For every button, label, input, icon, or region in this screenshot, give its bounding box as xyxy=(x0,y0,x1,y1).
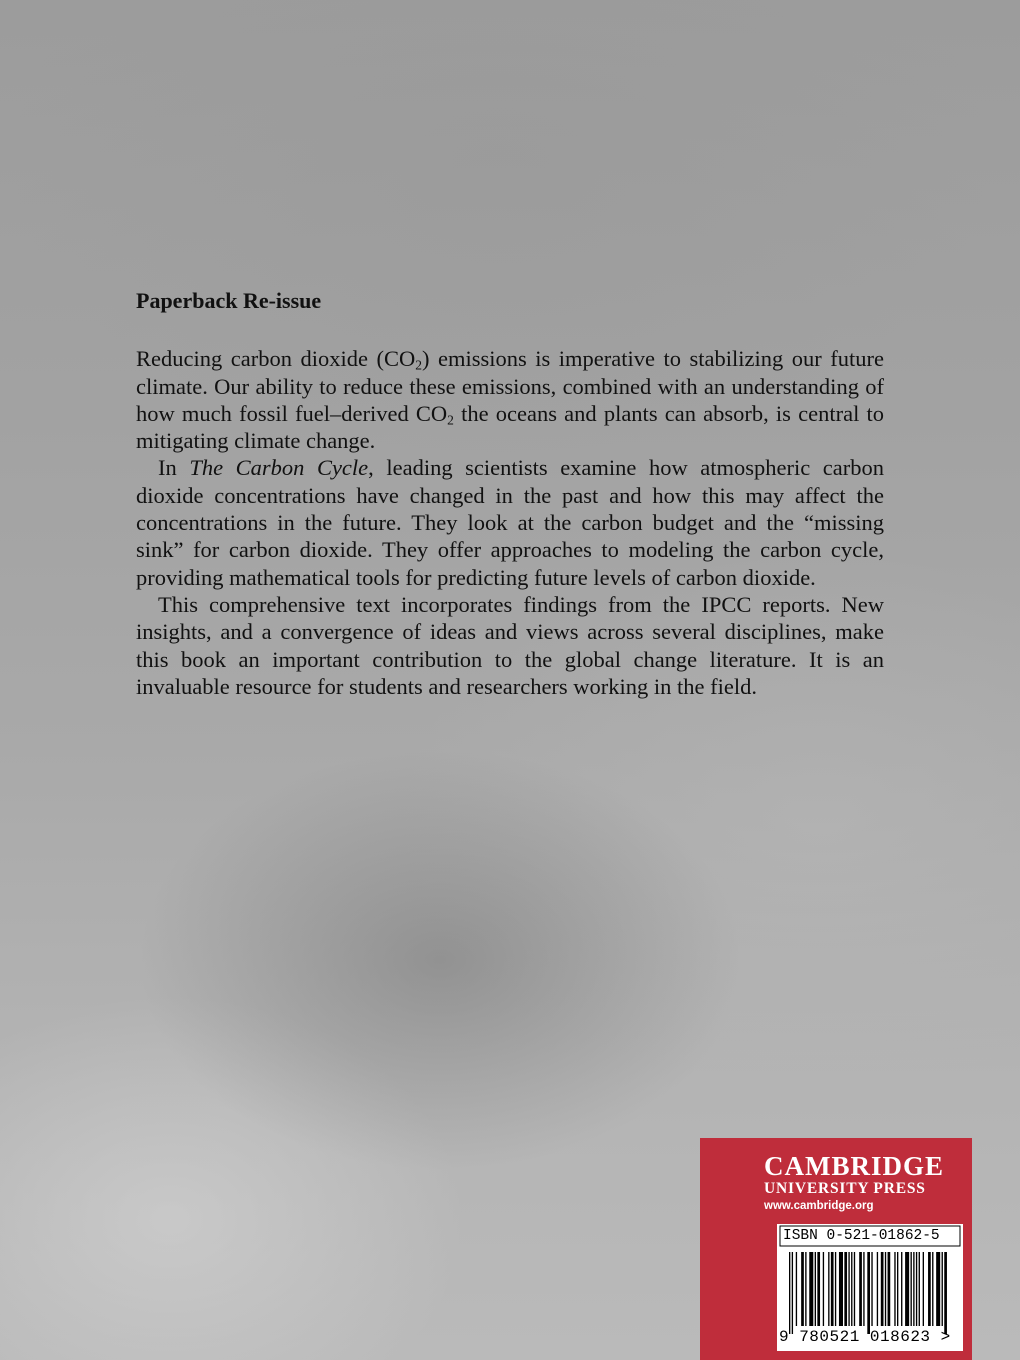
p1-text-b: ) emissions is imperative to stabilizing our future climate. Our ability to reduce these emissions, combined with an understanding of how much fossil fuel–derived CO xyxy=(136,346,885,426)
barcode-bar xyxy=(848,1252,849,1326)
barcode-bar xyxy=(888,1252,891,1326)
barcode-bar xyxy=(854,1252,855,1326)
barcode-bar xyxy=(851,1252,852,1326)
publisher-url: www.cambridge.org xyxy=(764,1200,874,1212)
p1-text-c: the oceans and plants can absorb, is central to mitigating climate change. xyxy=(136,400,885,454)
barcode-bar xyxy=(901,1252,902,1326)
blurb-paragraph-1 xyxy=(136,345,884,454)
barcode-bar xyxy=(905,1252,909,1326)
barcode-bar xyxy=(809,1252,813,1326)
barcode-bar xyxy=(835,1252,836,1326)
barcode-digits: 9 780521 018623 > xyxy=(779,1328,951,1346)
book-title-italic: The Carbon Cycle xyxy=(189,455,369,481)
barcode-bar xyxy=(928,1252,931,1326)
barcode-bar xyxy=(923,1252,924,1326)
barcode-bar xyxy=(897,1252,898,1326)
barcode-bar xyxy=(916,1252,917,1326)
barcode-bar xyxy=(867,1252,870,1334)
isbn-label: ISBN 0-521-01862-5 xyxy=(783,1228,940,1244)
blurb-paragraph-2 xyxy=(136,454,884,590)
barcode-bar xyxy=(815,1252,816,1326)
barcode-bar xyxy=(913,1252,914,1326)
barcode-bar xyxy=(805,1252,806,1326)
barcode-bar xyxy=(792,1252,793,1334)
barcode-bar xyxy=(844,1252,847,1326)
barcode-bar xyxy=(885,1252,886,1326)
publisher-block xyxy=(700,1138,972,1360)
barcode-bar xyxy=(894,1252,895,1326)
blurb-paragraph-3: This comprehensive text incorporates findings from the IPCC reports. New insights, and a convergence of ideas and views across several disciplines, make this book an important contribution to the global change literature. It is an invaluable resource for students and researchers working in the field. xyxy=(136,591,884,699)
barcode-bar xyxy=(839,1252,843,1326)
barcode-bar xyxy=(831,1252,834,1326)
blurb-heading: Paperback Re-issue xyxy=(136,288,322,313)
p1-text-a: Reducing carbon dioxide (CO xyxy=(136,346,416,372)
p1-subscript-1: 2 xyxy=(415,357,422,373)
barcode-bar xyxy=(944,1252,947,1334)
barcode-bar xyxy=(789,1252,790,1334)
barcode-bar xyxy=(911,1252,912,1326)
barcode-bar xyxy=(881,1252,884,1326)
barcode-bar xyxy=(817,1252,820,1326)
barcode-bar xyxy=(801,1252,804,1326)
publisher-name: CAMBRIDGE xyxy=(764,1151,945,1181)
p1-subscript-2: 2 xyxy=(447,412,454,428)
barcode-bar xyxy=(871,1252,872,1326)
back-cover-blurb xyxy=(136,287,884,700)
p2-rest: , leading scientists examine how atmospheric carbon dioxide concentrations have changed in the past and how this may affect the concentrations in the future. They look at the carbon budget and the “missing sink” for carbon dioxide. They offer approaches to modeling the carbon cycle, providing mathematical tools for predicting future levels of carbon dioxide. xyxy=(136,455,885,590)
barcode-bar xyxy=(919,1252,920,1326)
barcode-bar xyxy=(796,1252,797,1326)
barcode-bar xyxy=(942,1252,943,1326)
publisher-subtitle: UNIVERSITY PRESS xyxy=(764,1180,926,1197)
barcode-bar xyxy=(863,1252,864,1326)
barcode-bar xyxy=(828,1252,829,1326)
barcode-panel xyxy=(777,1224,963,1351)
barcode-bar xyxy=(932,1252,933,1326)
barcode-bar xyxy=(936,1252,940,1326)
barcode-bar xyxy=(859,1252,862,1326)
p2-lead: In xyxy=(158,455,190,481)
barcode-bar xyxy=(823,1252,824,1326)
barcode-bar xyxy=(877,1252,878,1326)
